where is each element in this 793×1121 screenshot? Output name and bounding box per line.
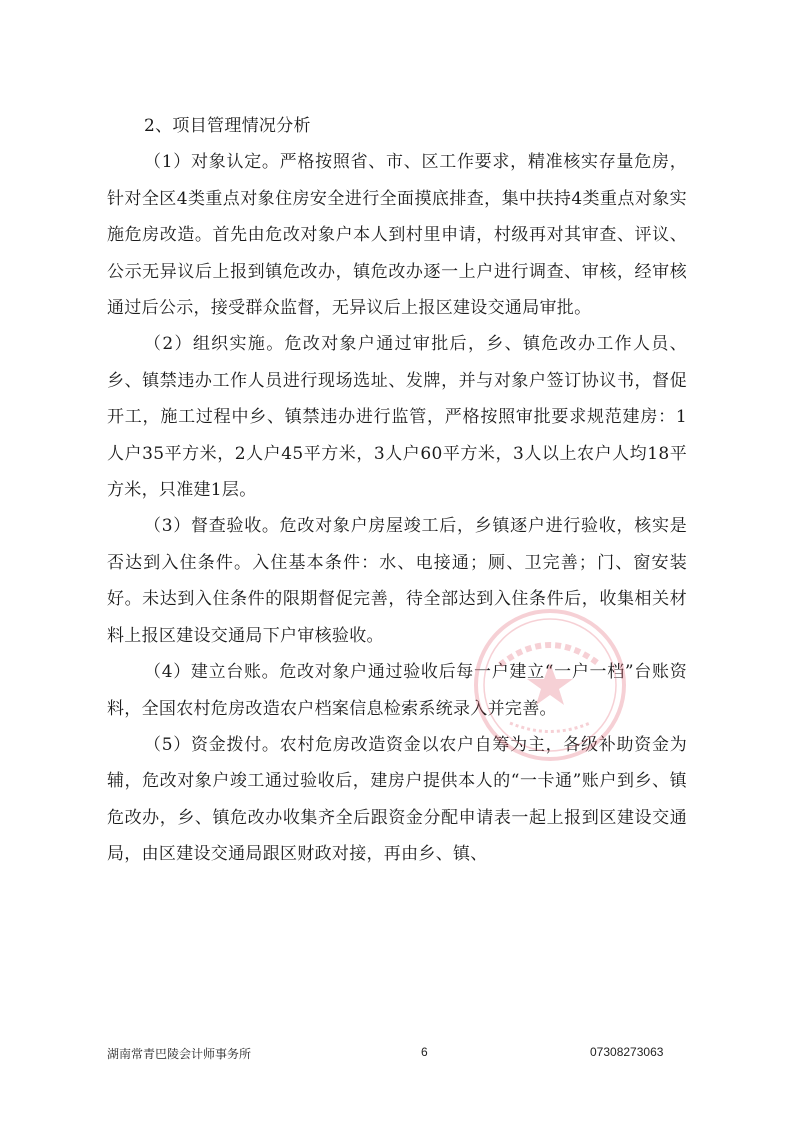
document-body <box>107 108 687 873</box>
paragraph-organization-implementation: （2）组织实施。危改对象户通过审批后，乡、镇危改办工作人员、乡、镇禁违办工作人员进行现场选址、发牌，并与对象户签订协议书，督促开工，施工过程中乡、镇禁违办进行监管，严格按照审批要求规范建房：1人户35平方米，2人户45平方米，3人户60平方米，3人以上农户人均18平方米，只准建1层。 <box>107 334 687 501</box>
footer-firm-name: 湖南常青巴陵会计师事务所 <box>107 1047 252 1061</box>
section-heading: 2、项目管理情况分析 <box>144 116 311 136</box>
paragraph-inspection-acceptance: （3）督查验收。危改对象户房屋竣工后，乡镇逐户进行验收，核实是否达到入住条件。入住基本条件：水、电接通；厕、卫完善；门、窗安装好。未达到入住条件的限期督促完善，待全部达到入住条件后，收集相关材料上报区建设交通局下户审核验收。 <box>107 516 687 646</box>
paragraph-ledger-establishment: （4）建立台账。危改对象户通过验收后每一户建立“一户一档”台账资料，全国农村危房改造农户档案信息检索系统录入并完善。 <box>107 662 687 719</box>
footer-page-number: 6 <box>421 1045 428 1059</box>
page-footer <box>0 1045 793 1065</box>
paragraph-object-identification: （1）对象认定。严格按照省、市、区工作要求，精准核实存量危房，针对全区4类重点对象住房安全进行全面摸底排查，集中扶持4类重点对象实施危房改造。首先由危改对象户本人到村里申请，村级再对其审查、评议、公示无异议后上报到镇危改办，镇危改办逐一上户进行调查、审核，经审核通过后公示，接受群众监督，无异议后上报区建设交通局审批。 <box>107 152 687 319</box>
paragraph-fund-disbursement: （5）资金拨付。农村危房改造资金以农户自筹为主，各级补助资金为辅，危改对象户竣工通过验收后，建房户提供本人的“一卡通”账户到乡、镇危改办，乡、镇危改办收集齐全后跟资金分配申请表一起上报到区建设交通局，由区建设交通局跟区财政对接，再由乡、镇、 <box>107 734 687 865</box>
footer-phone: 07308273063 <box>590 1045 664 1059</box>
